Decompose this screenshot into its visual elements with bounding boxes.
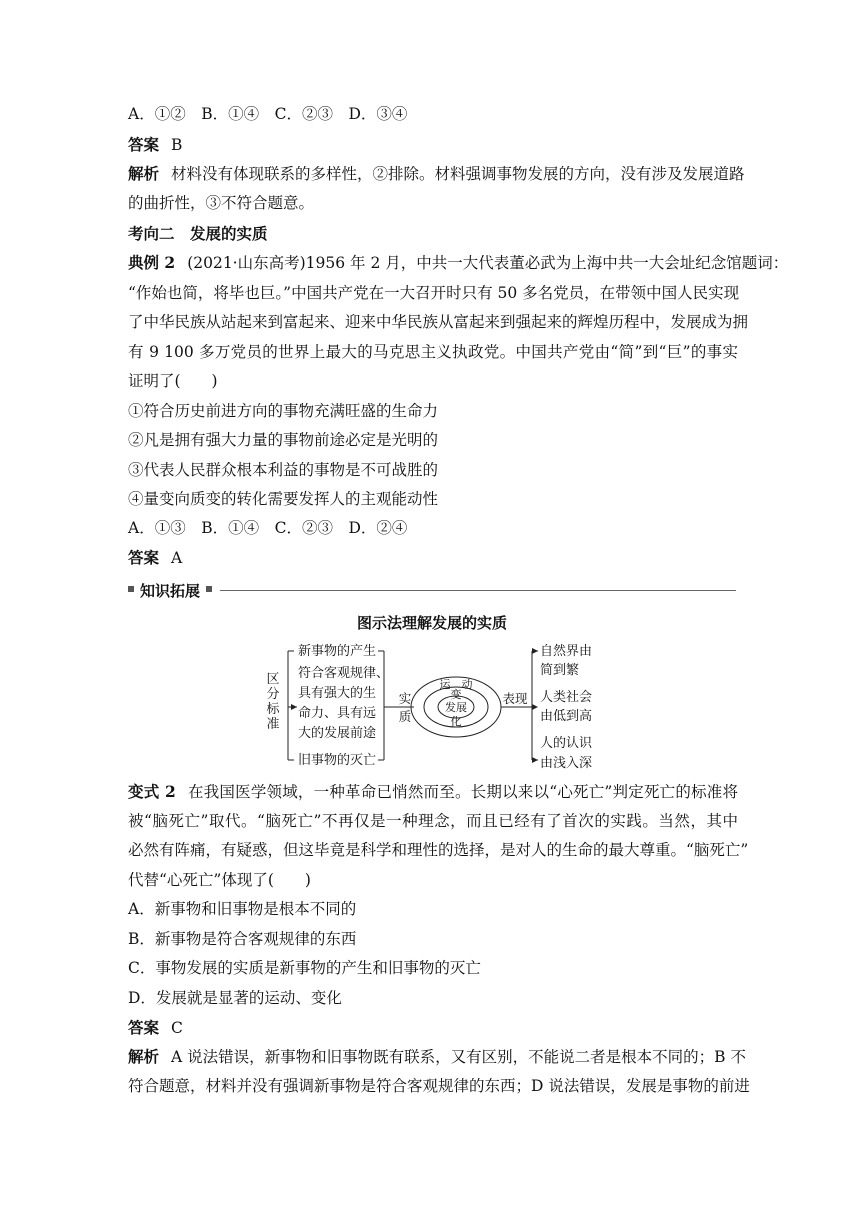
variant-line-2: 被“脑死亡”取代。“脑死亡”不再仅是一种理念，而且已经有了首次的实践。当然，其中 (128, 812, 738, 830)
q1-analysis-line-2: 的曲折性，③不符合题意。 (128, 194, 315, 212)
center-label: 发展 (445, 701, 467, 714)
left-item: 旧事物的灭亡 (298, 753, 377, 768)
left-item: 大的发展前途 (298, 726, 377, 741)
section-title: 考向二 发展的实质 (128, 224, 268, 243)
middle-ring-char: 化 (450, 715, 462, 728)
essence-label-char: 质 (398, 709, 412, 724)
q1-options: A．①② B．①④ C．②③ D．③④ (128, 105, 408, 123)
left-item: 新事物的产生 (298, 644, 377, 659)
example-label: 典例 2 (128, 253, 176, 272)
left-item: 命力、具有远 (298, 706, 377, 721)
right-item: 人类社会 (540, 690, 593, 705)
left-item: 符合客观规律、 (298, 666, 390, 681)
analysis-label: 解析 (128, 1047, 160, 1066)
right-item: 人的认识 (540, 736, 593, 751)
variant-line-3: 必然有阵痛，有疑惑，但这毕竟是科学和理性的选择，是对人的生命的最大尊重。“脑死亡” (128, 841, 749, 859)
analysis-label: 解析 (128, 164, 160, 183)
answer-value: B (171, 136, 183, 154)
middle-ring-char: 变 (450, 688, 462, 701)
variant-line-4: 代替“心死亡”体现了( ) (128, 871, 311, 889)
outer-ring-label: 运 动 (439, 678, 473, 691)
extension-title: 知识拓展 (140, 582, 201, 600)
answer-label: 答案 (128, 548, 160, 567)
right-item: 由浅入深 (540, 756, 593, 771)
left-item: 具有强大的生 (298, 686, 377, 701)
example-item-4: ④量变向质变的转化需要发挥人的主观能动性 (128, 490, 439, 508)
variant-option-d: D．发展就是显著的运动、变化 (128, 989, 342, 1007)
example-line-2: “作始也简，将毕也巨。”中国共产党在一大召开时只有 50 多名党员，在带领中国人民实现 (128, 284, 740, 302)
analysis-text: A 说法错误，新事物和旧事物既有联系，又有区别，不能说二者是根本不同的；B 不 (171, 1048, 746, 1066)
variant-line-1 (128, 782, 738, 802)
left-label-char: 分 (266, 687, 280, 702)
manifest-label: 表现 (502, 691, 528, 706)
example-line-5: 证明了( ) (128, 372, 218, 390)
left-label-char: 区 (266, 672, 280, 687)
essence-label-char: 实 (398, 691, 412, 706)
example-item-2: ②凡是拥有强大力量的事物前途必定是光明的 (128, 431, 439, 449)
diagram-title: 图示法理解发展的实质 (356, 614, 507, 632)
answer-label: 答案 (128, 135, 160, 154)
left-label-char: 准 (266, 717, 280, 732)
variant-label: 变式 2 (128, 782, 176, 801)
variant-option-c: C．事物发展的实质是新事物的产生和旧事物的灭亡 (128, 959, 481, 977)
example-text: (2021·山东高考)1956 年 2 月，中共一大代表董必武为上海中共一大会址纪念馆题词： (187, 254, 789, 272)
example-item-1: ①符合历史前进方向的事物充满旺盛的生命力 (128, 402, 439, 420)
right-item: 自然界由 (540, 644, 593, 659)
example-item-3: ③代表人民群众根本利益的事物是不可战胜的 (128, 461, 439, 479)
right-item: 简到繁 (540, 663, 580, 678)
left-label-char: 标 (266, 702, 280, 717)
variant-answer (128, 1018, 738, 1038)
variant-analysis-line-1 (128, 1047, 746, 1067)
analysis-text: 材料没有体现联系的多样性，②排除。材料强调事物发展的方向，没有涉及发展道路 (171, 165, 745, 183)
right-item: 由低到高 (540, 709, 593, 724)
variant-option-a: A．新事物和旧事物是根本不同的 (128, 900, 357, 918)
answer-value: C (171, 1019, 183, 1037)
example-options: A．①③ B．①④ C．②③ D．②④ (128, 519, 408, 537)
example-line-3: 了中华民族从站起来到富起来、迎来中华民族从富起来到强起来的辉煌历程中，发展成为拥 (128, 313, 749, 331)
answer-value: A (171, 549, 183, 567)
variant-option-b: B．新事物是符合客观规律的东西 (128, 930, 357, 948)
left-label (266, 672, 280, 732)
variant-text: 在我国医学领域，一种革命已悄然而至。长期以来以“心死亡”判定死亡的标准将 (187, 783, 738, 801)
variant-analysis-line-2: 符合题意，材料并没有强调新事物是符合客观规律的东西；D 说法错误，发展是事物的前进 (128, 1077, 750, 1095)
example-line-4: 有 9 100 多万党员的世界上最大的马克思主义执政党。中国共产党由“简”到“巨”的事实 (128, 343, 738, 361)
answer-label: 答案 (128, 1018, 160, 1037)
